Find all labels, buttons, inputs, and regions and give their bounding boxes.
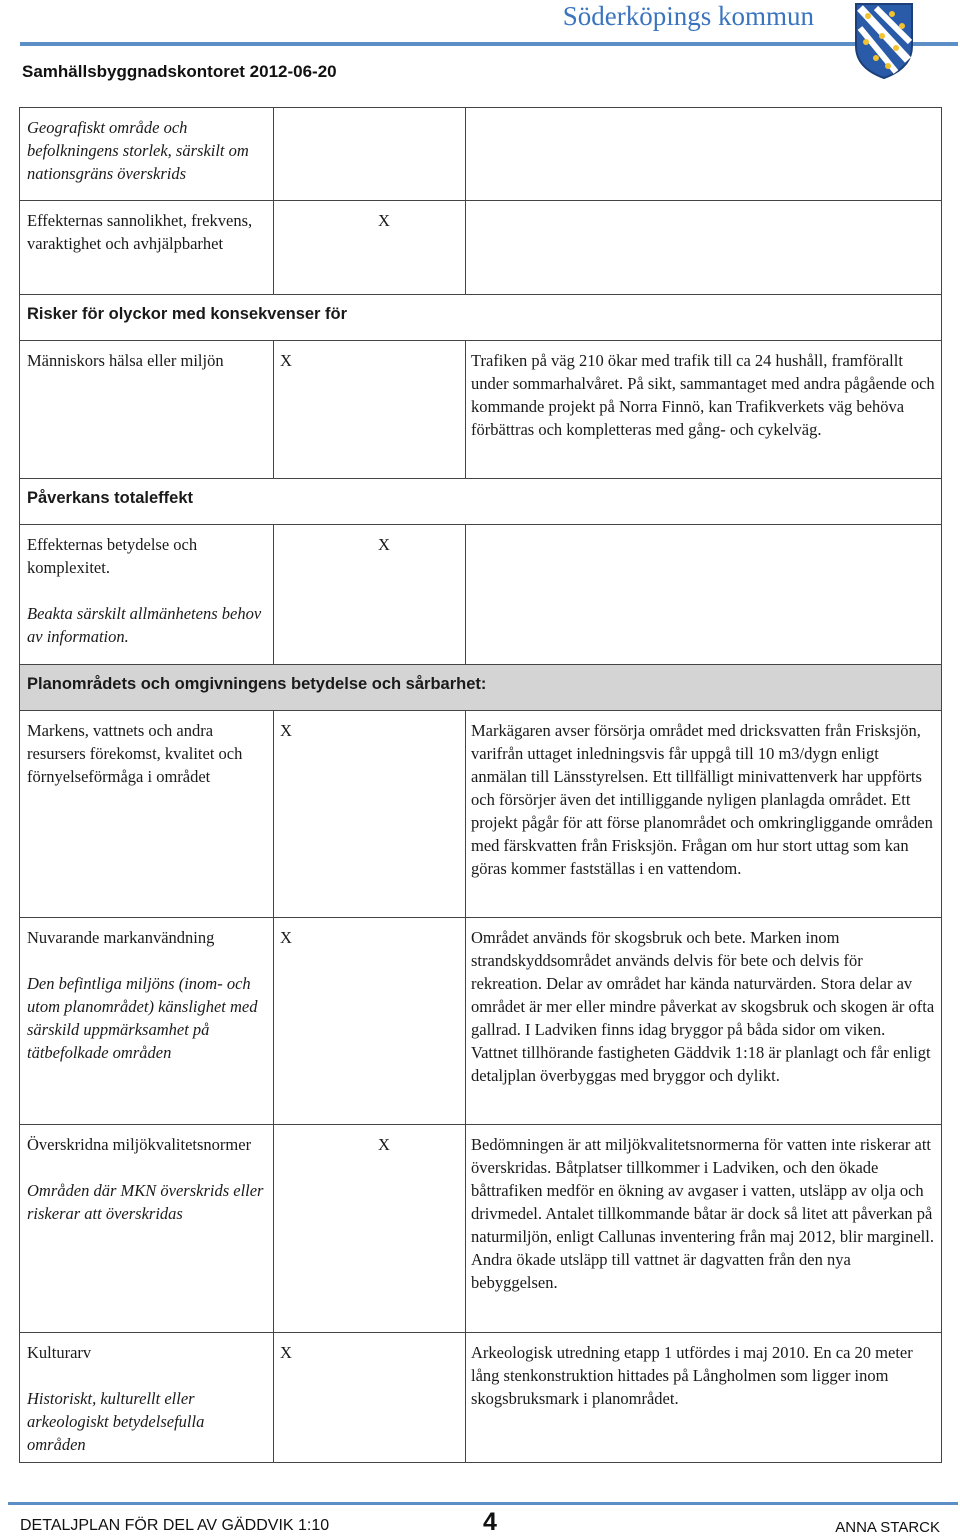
assessment-text: Arkeologisk utredning etapp 1 utfördes i maj 2010. En ca 20 meter lång stenkonstruktion hittades på Långholmen som ligger inom skogsbruksmark i planområdet. bbox=[466, 1333, 942, 1463]
assessment-text bbox=[466, 525, 942, 665]
assessment-text: Området används för skogsbruk och bete. Marken inom strandskyddsområdet används delvis för bete och delvis för rekreation. Delar av området har kända naturvärden. Stora delar av området är mer eller mindre påverkat av skogsbruk och skogen är ofta gallrad. I Ladviken finns idag bryggor på båda sidor om viken. Vattnet tillhörande fastigheten Gäddvik 1:18 är planlagt och får enligt detaljplan överbyggas med bryggor och dylikt. bbox=[466, 918, 942, 1125]
criterion-sublabel: Historiskt, kulturellt eller arkeologiskt betydelsefulla områden bbox=[27, 1389, 205, 1454]
criterion-label: Överskridna miljökvalitetsnormer bbox=[27, 1135, 252, 1154]
table-row bbox=[20, 1333, 942, 1463]
criterion-environmental-norms bbox=[20, 1125, 274, 1333]
criterion-health-environment: Människors hälsa eller miljön bbox=[20, 341, 274, 479]
assessment-text bbox=[466, 201, 942, 295]
criterion-resources bbox=[20, 711, 274, 918]
table-row bbox=[20, 341, 942, 479]
assessment-text bbox=[466, 108, 942, 201]
impact-mark: X bbox=[274, 1125, 466, 1333]
criterion-sublabel: Beakta särskilt allmänhetens behov av information. bbox=[27, 604, 262, 646]
section-row bbox=[20, 665, 942, 711]
footer-rule bbox=[8, 1502, 958, 1505]
page-number: 4 bbox=[483, 1508, 497, 1536]
impact-mark: X bbox=[274, 341, 466, 479]
section-heading-risks: Risker för olyckor med konsekvenser för bbox=[20, 295, 942, 341]
section-heading-total-effect: Påverkans totaleffekt bbox=[20, 479, 942, 525]
assessment-text: Bedömningen är att miljökvalitetsnormerna för vatten inte riskerar att överskridas. Båtplatser tillkommer i Ladviken, och den ökade båttrafiken medför en ökning av avgaser i vatten, utsläpp av olja och drivmedel. Antalet tillkommande båtar är dock så litet att påverkan på naturmiljön, enligt Callunas inventering från maj 2012, blir marginell. Andra ökade utsläpp till vattnet är dagvatten från den nya bebyggelsen. bbox=[466, 1125, 942, 1333]
section-heading-vulnerability: Planområdets och omgivningens betydelse och sårbarhet: bbox=[20, 665, 942, 711]
criterion-cultural-heritage bbox=[20, 1333, 274, 1463]
criterion-probability: Effekternas sannolikhet, frekvens, varaktighet och avhjälpbarhet bbox=[20, 201, 274, 295]
municipality-name: Söderköpings kommun bbox=[557, 0, 820, 32]
department-date: Samhällsbyggnadskontoret 2012-06-20 bbox=[22, 62, 337, 81]
section-row bbox=[20, 479, 942, 525]
assessment-text: Markägaren avser försörja området med dricksvatten från Frisksjön, varifrån uttaget inledningsvis får uppgå till 10 m3/dygn enligt anmälan till Länsstyrelsen. Ett tillfälligt minivattenverk har uppförts och försörjer även det intilliggande nyligen planlagda området. Ett projekt pågår för att förse planområdet och omkringliggande områden med färskvatten från Frisksjön. Frågan om hur stort uttag som kan göras kommer fastställas i en vattendom. bbox=[466, 711, 942, 918]
criterion-sublabel: Den befintliga miljöns (inom- och utom planområdet) känslighet med särskild uppmärksamhet på tätbefolkade områden bbox=[27, 974, 258, 1062]
table-row bbox=[20, 918, 942, 1125]
table-row bbox=[20, 1125, 942, 1333]
table-row bbox=[20, 108, 942, 201]
impact-mark bbox=[274, 108, 466, 201]
impact-mark: X bbox=[274, 918, 466, 1125]
impact-mark: X bbox=[274, 711, 466, 918]
criterion-sublabel: Områden där MKN överskrids eller riskerar att överskridas bbox=[27, 1181, 264, 1223]
criterion-significance bbox=[20, 525, 274, 665]
section-row bbox=[20, 295, 942, 341]
footer-plan-title: DETALJPLAN FÖR DEL AV GÄDDVIK 1:10 bbox=[20, 1517, 330, 1534]
table-row bbox=[20, 201, 942, 295]
table-row bbox=[20, 525, 942, 665]
assessment-text: Trafiken på väg 210 ökar med trafik till ca 24 hushåll, framförallt under sommarhalvåret. På sikt, sammantaget med andra pågående och kommande projekt på Norra Finnö, kan Trafikverkets väg behöva förbättras och kompletteras med gång- och cykelväg. bbox=[466, 341, 942, 479]
criterion-land-use bbox=[20, 918, 274, 1125]
criterion-label: Effekternas betydelse och komplexitet. bbox=[27, 535, 198, 577]
footer-author: ANNA STARCK bbox=[835, 1519, 940, 1536]
criterion-geographic-area: Geografiskt område och befolkningens storlek, särskilt om nationsgräns överskrids bbox=[20, 108, 274, 201]
assessment-table bbox=[19, 107, 942, 1463]
municipal-crest-icon bbox=[852, 2, 916, 80]
criterion-label: Kulturarv bbox=[27, 1343, 92, 1362]
criterion-label: Nuvarande markanvändning bbox=[27, 928, 215, 947]
impact-mark: X bbox=[274, 201, 466, 295]
impact-mark: X bbox=[274, 525, 466, 665]
criterion-label: Markens, vattnets och andra resursers förekomst, kvalitet och förnyelseförmåga i området bbox=[27, 721, 243, 786]
header-rule bbox=[20, 42, 958, 46]
table-row bbox=[20, 711, 942, 918]
impact-mark: X bbox=[274, 1333, 466, 1463]
